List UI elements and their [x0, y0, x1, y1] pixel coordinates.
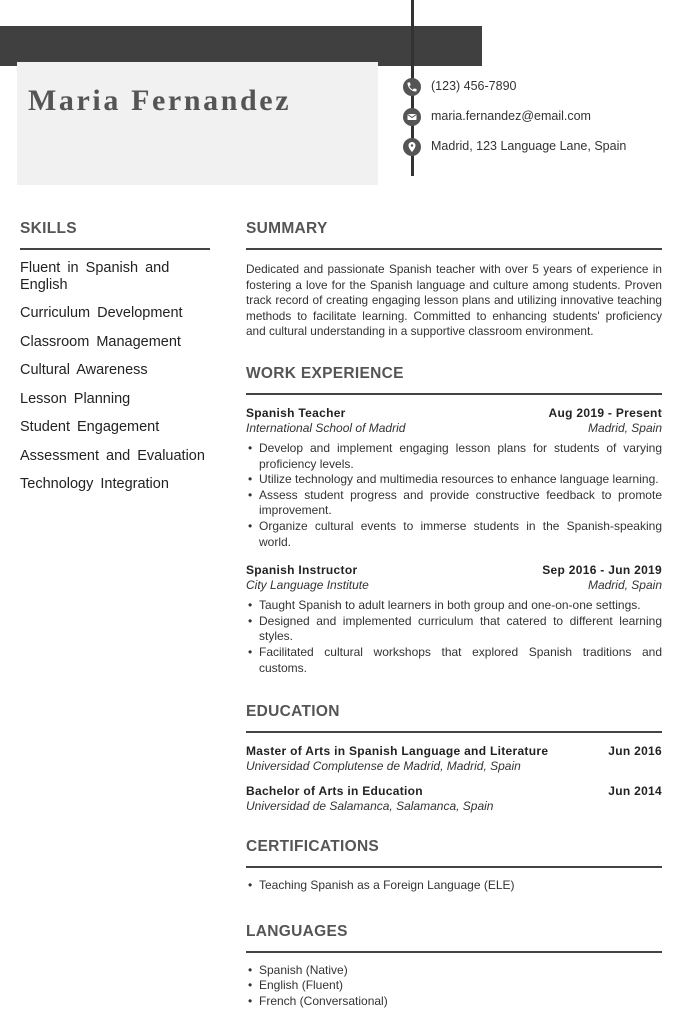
education-entry [246, 784, 662, 813]
language-item: • English (Fluent) [246, 978, 662, 994]
job-dates: Sep 2016 - Jun 2019 [542, 563, 662, 578]
job-bullet: • Assess student progress and provide constructive feedback to promote improvement. [246, 488, 662, 519]
degree: Master of Arts in Spanish Language and Literature [246, 744, 549, 759]
job-role: Spanish Teacher [246, 405, 346, 420]
skill-item: Lesson Planning [20, 390, 131, 407]
certification-item: • Teaching Spanish as a Foreign Language (ELE) [246, 878, 662, 894]
skills-list [20, 260, 210, 493]
contact-phone: (123) 456-7890 [431, 79, 517, 93]
experience-title: WORK EXPERIENCE [246, 364, 404, 382]
job-bullet: • Taught Spanish to adult learners in both group and one-on-one settings. [246, 598, 662, 614]
location-icon [403, 138, 421, 156]
skill-item: Technology Integration [20, 476, 169, 492]
skill-item: Cultural Awareness [20, 362, 148, 378]
skill-item: Curriculum Development [20, 305, 183, 321]
school: Universidad de Salamanca, Salamanca, Spain [246, 799, 494, 814]
job-location: Madrid, Spain [587, 420, 662, 435]
school: Universidad Complutense de Madrid, Madrid, Spain [246, 759, 521, 774]
language-item: • Spanish (Native) [246, 963, 662, 979]
summary-text: Dedicated and passionate Spanish teacher with over 5 years of experience in fostering a love for the Spanish language and culture among students. Proven track record of creating engaging lesson plans and utilizing innovative teaching methods to facilitate learning. Committed to enhancing students' proficiency and cultural understanding in a supportive classroom environment. [246, 262, 662, 339]
experience-rule [246, 393, 662, 395]
header-bar [0, 26, 482, 66]
degree: Bachelor of Arts in Education [246, 784, 423, 799]
degree-date: Jun 2016 [608, 744, 662, 759]
job-location: Madrid, Spain [587, 578, 662, 593]
job-bullet: • Utilize technology and multimedia resources to enhance language learning. [246, 472, 662, 488]
language-item: • French (Conversational) [246, 994, 662, 1010]
contact-email: maria.fernandez@email.com [431, 109, 591, 123]
job-bullet: • Designed and implemented curriculum that catered to different learning styles. [246, 614, 662, 645]
summary-rule [246, 248, 662, 250]
name-box [17, 62, 378, 185]
job-bullets [246, 598, 662, 676]
languages-title: LANGUAGES [246, 922, 348, 940]
degree-date: Jun 2014 [608, 784, 662, 799]
skills-title: SKILLS [20, 220, 77, 237]
job-bullets [246, 441, 662, 550]
job-bullet: • Organize cultural events to immerse students in the Spanish-speaking world. [246, 519, 662, 550]
candidate-name: Maria Fernandez [28, 84, 292, 117]
email-icon [403, 108, 421, 126]
certifications-rule [246, 866, 662, 868]
summary-title: SUMMARY [246, 220, 328, 237]
education-rule [246, 731, 662, 733]
certifications-title: CERTIFICATIONS [246, 838, 380, 856]
left-column [20, 220, 210, 505]
contact-address: Madrid, 123 Language Lane, Spain [431, 139, 627, 153]
job-bullet: • Facilitated cultural workshops that explored Spanish traditions and customs. [246, 645, 662, 676]
job-entry [246, 406, 662, 550]
job-dates: Aug 2019 - Present [548, 405, 662, 420]
job-bullet: • Develop and implement engaging lesson plans for students of varying proficiency levels. [246, 441, 662, 472]
skills-rule [20, 248, 210, 250]
certifications-list [246, 878, 662, 894]
skill-item: Student Engagement [20, 419, 160, 435]
skill-item: Classroom Management [20, 333, 181, 350]
job-org: International School of Madrid [246, 420, 406, 435]
job-role: Spanish Instructor [246, 563, 358, 578]
languages-rule [246, 951, 662, 953]
education-entry [246, 744, 662, 773]
education-title: EDUCATION [246, 703, 340, 721]
skill-item: Fluent in Spanish and English [20, 260, 170, 293]
languages-list [246, 963, 662, 1010]
skill-item: Assessment and Evaluation [20, 447, 205, 464]
phone-icon [403, 78, 421, 96]
job-org: City Language Institute [246, 578, 369, 593]
right-column [246, 220, 662, 1009]
job-entry [246, 563, 662, 676]
